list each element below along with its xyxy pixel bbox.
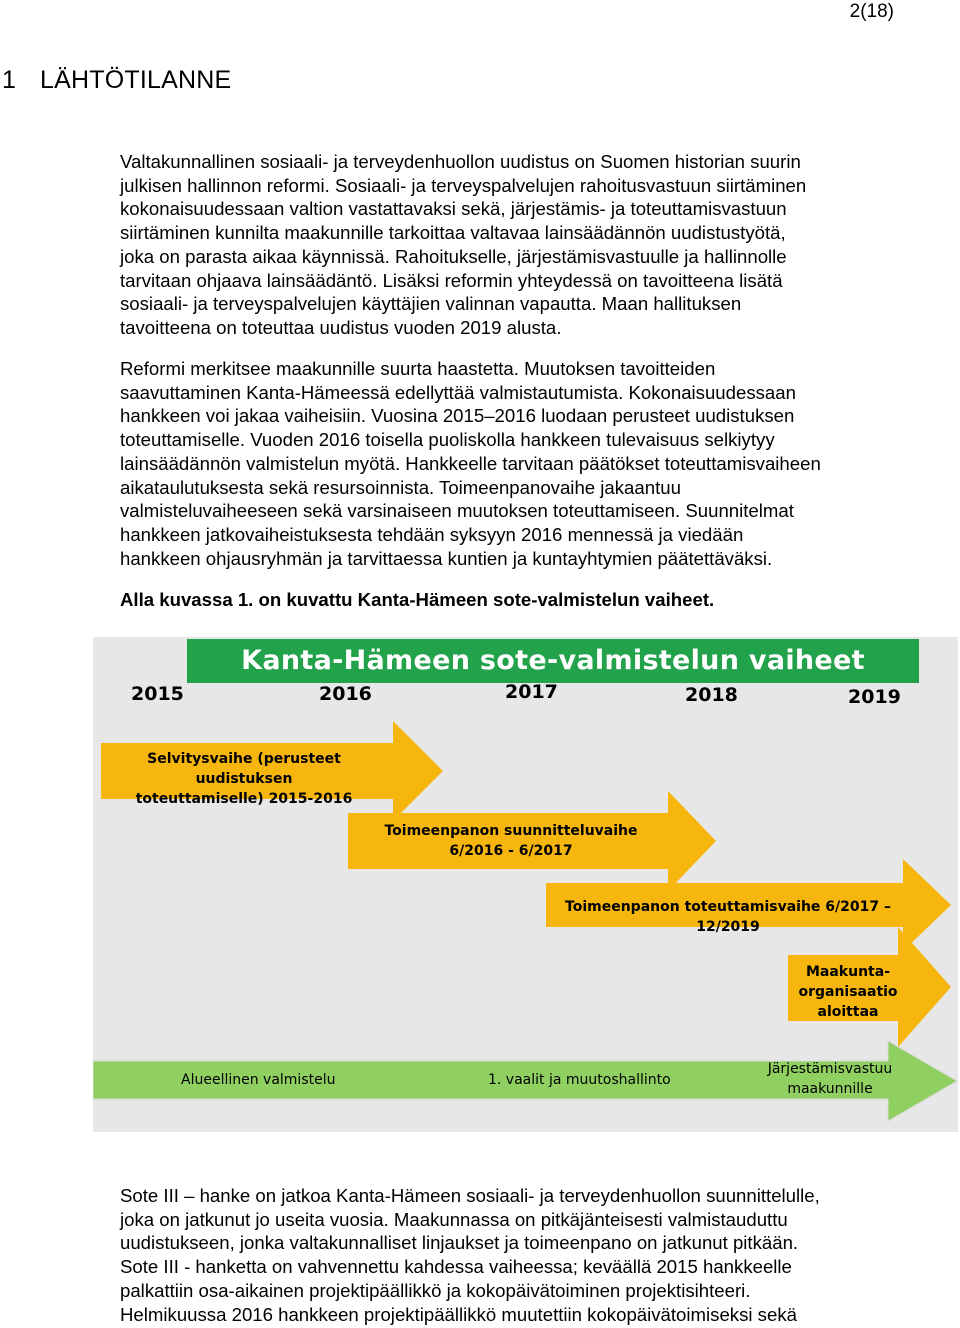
text-line: sosiaali- ja terveyspalvelujen käyttäjien valinnan vapautta. Maan hallituksen xyxy=(120,293,742,315)
text-line: lainsäädännön valmistelun myötä. Hankkeelle tarvitaan päätökset toteuttamisvaiheen xyxy=(120,452,821,474)
text-line: kokonaisuudessaan valtion vastattavaksi sekä, järjestämis- ja toteuttamisvastuun xyxy=(120,198,787,220)
phase-label-line: toteuttamiselle) 2015-2016 xyxy=(135,791,353,807)
text-line: joka on parasta aikaa käynnissä. Rahoitukselle, järjestämisvastuulle ja hallinnolle xyxy=(120,245,787,267)
phase-label-line: 6/2016 - 6/2017 xyxy=(449,843,573,859)
year-label: 2019 xyxy=(848,686,901,708)
text-line: uudistukseen, jonka valtakunnalliset linjaukset ja toimeenpano on jatkunut pitkään. xyxy=(120,1232,799,1254)
figure-title: Kanta-Hämeen sote-valmistelun vaiheet xyxy=(187,639,919,683)
phase-label-3 xyxy=(548,897,908,937)
phase-label-line: organisaatio xyxy=(798,984,898,1000)
timeline-arrows xyxy=(93,637,958,1132)
year-label: 2016 xyxy=(319,683,372,705)
text-line: aikataulutuksesta sekä resursoinnista. Toimeenpanovaihe jakaantuu xyxy=(120,476,681,498)
paragraph-2 xyxy=(120,357,910,570)
text-line: Helmikuussa 2016 hankkeen projektipäällikkö muutettiin kokopäivätoimiseksi sekä xyxy=(120,1303,797,1325)
phase-label-1 xyxy=(109,749,379,809)
text-line: tavoitteena on toteuttaa uudistus vuoden 2019 alusta. xyxy=(120,316,562,338)
year-label: 2017 xyxy=(505,681,558,703)
text-line: Reformi merkitsee maakunnille suurta haastetta. Muutoksen tavoitteiden xyxy=(120,358,716,379)
text-line: siirtäminen kunnilta maakunnille tarkoittaa valtavaa lainsäädännön uudistustyötä, xyxy=(120,222,786,244)
text-line: Valtakunnallinen sosiaali- ja terveydenhuollon uudistus on Suomen historian suurin xyxy=(120,151,801,172)
green-label-line: maakunnille xyxy=(787,1081,873,1097)
section-number: 1 xyxy=(2,66,17,94)
section-title: LÄHTÖTILANNE xyxy=(40,66,232,94)
timeline-figure xyxy=(93,637,958,1132)
phase-label-line: aloittaa xyxy=(817,1004,879,1020)
figure-caption: Alla kuvassa 1. on kuvattu Kanta-Hämeen sote-valmistelun vaiheet. xyxy=(120,589,715,610)
text-line: saavuttaminen Kanta-Hämeessä edellyttää valmistautumista. Kokonaisuudessaan xyxy=(120,381,796,403)
text-line: valmisteluvaiheeseen sekä varsinaiseen muutoksen toteuttamiseen. Suunnitelmat xyxy=(120,500,794,522)
text-line: Sote III - hanketta on vahvennettu kahdessa vaiheessa; keväällä 2015 hankkeelle xyxy=(120,1256,792,1278)
year-label: 2018 xyxy=(685,684,738,706)
phase-label-line: Toimeenpanon suunnitteluvaihe xyxy=(384,823,638,839)
section-heading xyxy=(2,66,231,95)
text-line: julkisen hallinnon reformi. Sosiaali- ja terveyspalvelujen rahoitusvastuun siirtäminen xyxy=(120,174,807,196)
text-line: toteuttamiselle. Vuoden 2016 toisella puoliskolla hankkeen tulevaisuus selkiytyy xyxy=(120,429,775,451)
paragraph-1 xyxy=(120,150,910,340)
phase-label-line: Selvitysvaihe (perusteet uudistuksen xyxy=(147,751,341,787)
green-label-1: Alueellinen valmistelu xyxy=(181,1072,336,1088)
phase-label-4 xyxy=(793,962,903,1022)
phase-label-line: Toimeenpanon toteuttamisvaihe 6/2017 – 12/2019 xyxy=(565,899,891,935)
text-line: hankkeen ohjausryhmän ja tarvittaessa kuntien ja kuntayhtymien päätettäväksi. xyxy=(120,547,773,569)
page-number: 2(18) xyxy=(849,1,894,22)
text-line: palkattiin osa-aikainen projektipäällikkö ja kokopäivätoiminen projektisihteeri. xyxy=(120,1279,751,1301)
text-line: Sote III – hanke on jatkoa Kanta-Hämeen sosiaali- ja terveydenhuollon suunnittelulle, xyxy=(120,1185,820,1206)
text-line: tarvitaan ohjaava lainsäädäntö. Lisäksi reformin yhteydessä on tavoitteena lisätä xyxy=(120,269,783,291)
green-label-2: 1. vaalit ja muutoshallinto xyxy=(488,1072,671,1088)
phase-label-2 xyxy=(351,821,671,861)
text-line: joka on jatkunut jo useita vuosia. Maakunnassa on pitkäjänteisesti valmistauduttu xyxy=(120,1208,788,1230)
year-label: 2015 xyxy=(131,683,184,705)
text-line: hankkeen voi jakaa vaiheisiin. Vuosina 2015–2016 luodaan perusteet uudistuksen xyxy=(120,405,795,427)
text-line: hankkeen jatkovaiheistuksesta tehdään syksyyn 2016 mennessä ja viedään xyxy=(120,523,744,545)
green-label-3 xyxy=(765,1059,895,1099)
paragraph-3 xyxy=(120,1184,910,1326)
green-label-line: Järjestämisvastuu xyxy=(767,1061,893,1077)
phase-label-line: Maakunta- xyxy=(805,964,891,980)
